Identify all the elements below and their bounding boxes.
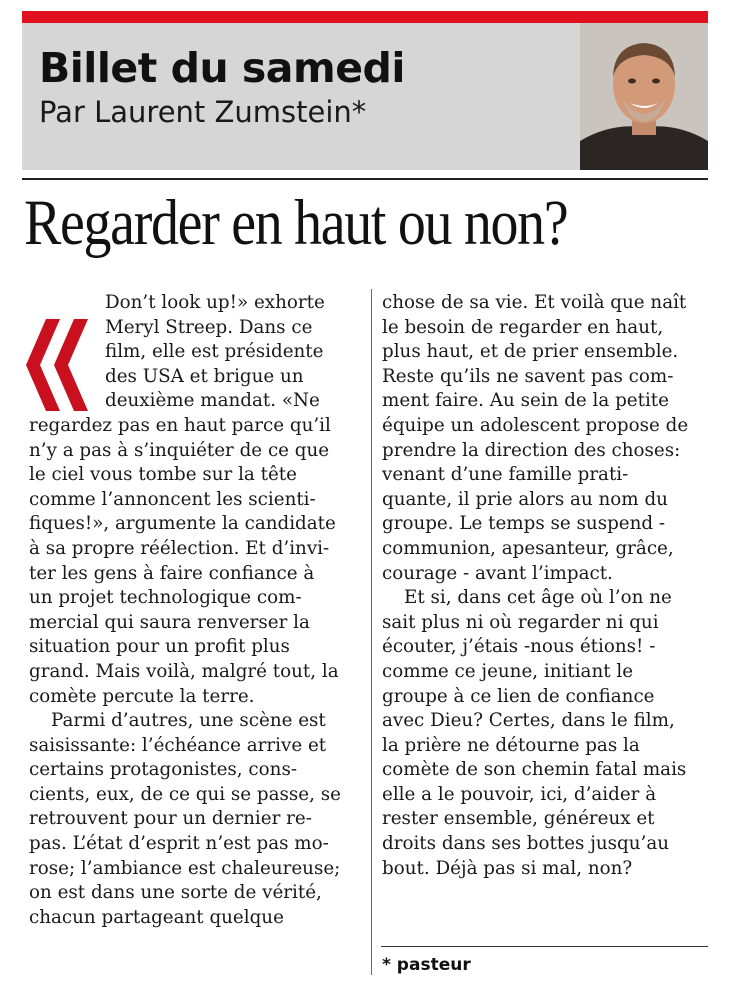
- text-line: venant d’une famille prati-: [382, 464, 629, 486]
- footnote: * pasteur: [382, 955, 471, 975]
- article-column-1: [29, 291, 341, 930]
- text-line: groupe. Le temps se suspend -: [382, 513, 666, 535]
- text-line: pas. L’état d’esprit n’est pas mo-: [29, 833, 329, 855]
- text-line: Parmi d’autres, une scène est: [51, 710, 326, 732]
- footnote-rule: [381, 946, 708, 947]
- text-line: ter les gens à faire confiance à: [29, 562, 315, 584]
- text-line: bout. Déjà pas si mal, non?: [382, 857, 633, 879]
- column-header: [22, 23, 708, 170]
- text-line: Reste qu’ils ne savent pas com-: [382, 365, 674, 387]
- text-line: courage - avant l’impact.: [382, 562, 613, 584]
- text-line: certains protagonistes, cons-: [29, 759, 298, 781]
- text-line: sait plus ni où regarder ni qui: [382, 611, 659, 633]
- top-accent-bar: [22, 11, 708, 23]
- text-line: le ciel vous tombe sur la tête: [29, 464, 297, 486]
- text-line: comme ce jeune, initiant le: [382, 660, 634, 682]
- text-line: Et si, dans cet âge où l’on ne: [404, 587, 672, 609]
- text-line: des USA et brigue un: [105, 365, 304, 387]
- text-line: mercial qui saura renverser la: [29, 611, 310, 633]
- text-line: le besoin de regarder en haut,: [382, 316, 664, 338]
- text-line: plus haut, et de prier ensemble.: [382, 341, 679, 363]
- text-line: comète de son chemin fatal mais: [382, 759, 687, 781]
- text-line: saisissante: l’échéance arrive et: [29, 734, 327, 756]
- text-line: droits dans ses bottes jusqu’au: [382, 833, 669, 855]
- text-line: comme l’annoncent les scienti-: [29, 488, 316, 510]
- text-line: cients, eux, de ce qui se passe, se: [29, 783, 341, 805]
- text-line: ment faire. Au sein de la petite: [382, 390, 669, 412]
- text-line: retrouvent pour un dernier re-: [29, 808, 312, 830]
- text-line: rester ensemble, généreux et: [382, 808, 655, 830]
- text-line: avec Dieu? Certes, dans le film,: [382, 710, 675, 732]
- headline-rule: [22, 178, 708, 180]
- text-line: prendre la direction des choses:: [382, 439, 681, 461]
- text-line: la prière ne détourne pas la: [382, 734, 640, 756]
- text-line: situation pour un profit plus: [29, 636, 290, 658]
- author-byline: Par Laurent Zumstein*: [39, 95, 367, 129]
- text-line: à sa propre réélection. Et d’invi-: [29, 537, 330, 559]
- text-line: chacun partageant quelque: [29, 906, 284, 928]
- article-column-2: [382, 291, 688, 881]
- text-line: regardez pas en haut parce qu’il: [29, 414, 331, 436]
- text-line: deuxième mandat. «Ne: [105, 390, 320, 412]
- text-line: groupe à ce lien de confiance: [382, 685, 655, 707]
- text-line: chose de sa vie. Et voilà que naît: [382, 292, 687, 313]
- column-divider: [371, 289, 372, 975]
- text-line: quante, il prie alors au nom du: [382, 488, 668, 510]
- text-line: fiques!», argumente la candidate: [29, 513, 336, 535]
- text-line: film, elle est présidente: [105, 341, 324, 363]
- text-line: Meryl Streep. Dans ce: [105, 316, 313, 338]
- text-line: rose; l’ambiance est chaleureuse;: [29, 857, 341, 879]
- text-line: écouter, j’étais -nous étions! -: [382, 636, 656, 658]
- text-line: communion, apesanteur, grâce,: [382, 537, 674, 559]
- column-title: Billet du samedi: [39, 44, 405, 92]
- text-line: comète percute la terre.: [29, 685, 255, 707]
- text-line: on est dans une sorte de vérité,: [29, 882, 322, 904]
- text-line: un projet technologique com-: [29, 587, 302, 609]
- text-line: elle a le pouvoir, ici, d’aider à: [382, 783, 657, 805]
- text-line: n’y a pas à s’inquiéter de ce que: [29, 439, 330, 461]
- author-photo: [580, 23, 708, 170]
- text-line: grand. Mais voilà, malgré tout, la: [29, 660, 339, 682]
- text-line: équipe un adolescent propose de: [382, 414, 689, 436]
- text-line: Don’t look up!» exhorte: [105, 292, 325, 313]
- article-headline: Regarder en haut ou non?: [24, 187, 568, 259]
